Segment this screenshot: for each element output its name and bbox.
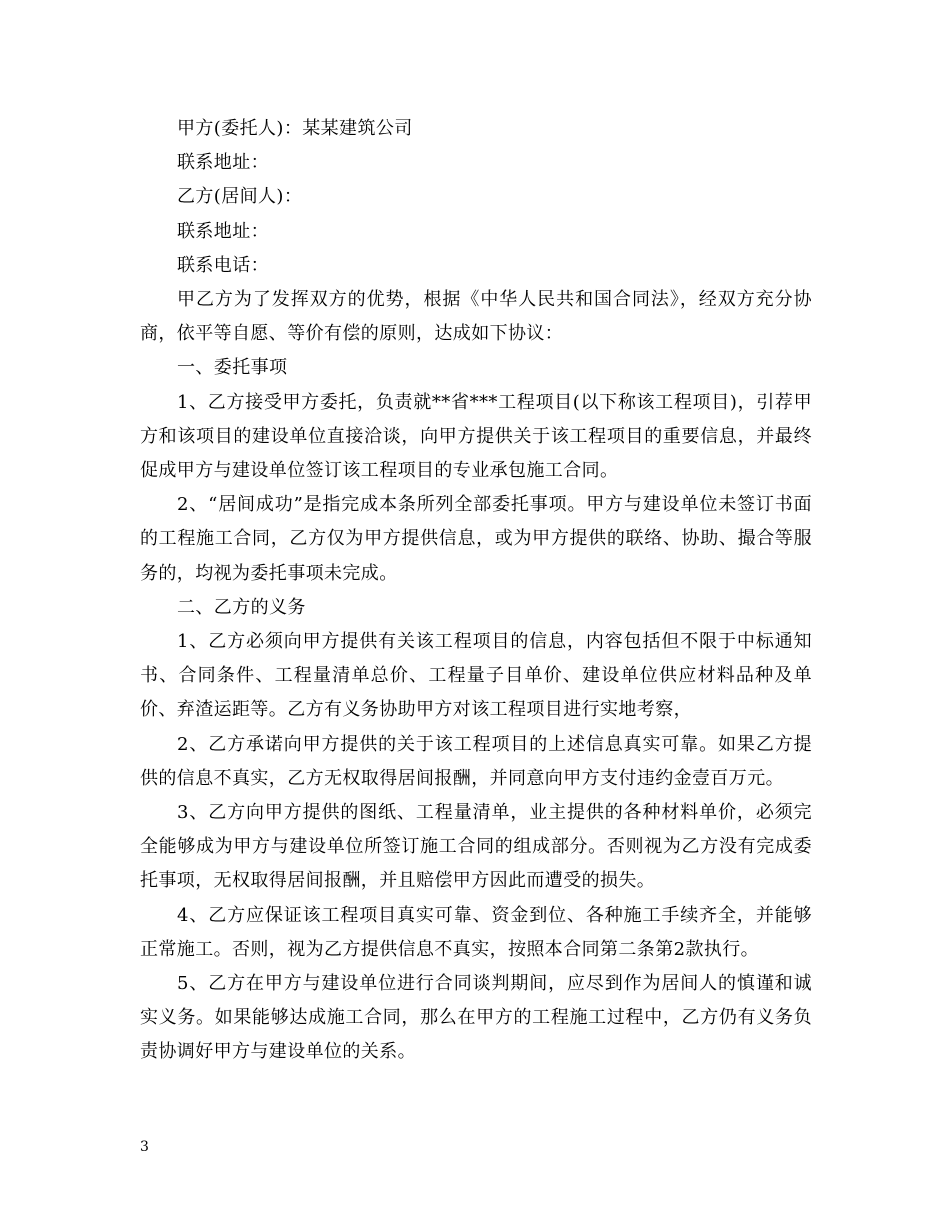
clause-2-5: 5、乙方在甲方与建设单位进行合同谈判期间，应尽到作为居间人的慎谨和诚实义务。如果能够达成施工合同，那么在甲方的工程施工过程中，乙方仍有义务负责协调好甲方与建设单位的关系。 (140, 973, 812, 1063)
party-b-line: 乙方(居间人)： (177, 186, 303, 208)
clause-2-4: 4、乙方应保证该工程项目真实可靠、资金到位、各种施工手续齐全，并能够正常施工。否则，视为乙方提供信息不真实，按照本合同第二条第2款执行。 (140, 904, 812, 960)
clause-1-2: 2、“居间成功”是指完成本条所列全部委托事项。甲方与建设单位未签订书面的工程施工合同，乙方仅为甲方提供信息，或为甲方提供的联络、协助、撮合等服务的，均视为委托事项未完成。 (140, 494, 812, 584)
clause-2-2: 2、乙方承诺向甲方提供的关于该工程项目的上述信息真实可靠。如果乙方提供的信息不真实，乙方无权取得居间报酬，并同意向甲方支付违约金壹百万元。 (140, 733, 812, 789)
preamble-paragraph: 甲乙方为了发挥双方的优势，根据《中华人民共和国合同法》，经双方充分协商，依平等自愿、等价有偿的原则，达成如下协议： (140, 289, 812, 345)
page-number: 3 (140, 1139, 149, 1155)
contract-body (140, 112, 812, 1070)
party-b-address-line: 联系地址： (177, 220, 269, 242)
party-a-address-line: 联系地址： (177, 152, 269, 174)
section-heading-party-b-obligations: 二、乙方的义务 (177, 596, 306, 618)
party-a-line: 甲方(委托人)：某某建筑公司 (177, 118, 413, 139)
clause-2-3: 3、乙方向甲方提供的图纸、工程量清单，业主提供的各种材料单价，必须完全能够成为甲方与建设单位所签订施工合同的组成部分。否则视为乙方没有完成委托事项，无权取得居间报酬，并且赔偿甲方因此而遭受的损失。 (140, 802, 812, 892)
party-b-phone-line: 联系电话： (177, 254, 269, 276)
clause-2-1: 1、乙方必须向甲方提供有关该工程项目的信息，内容包括但不限于中标通知书、合同条件、工程量清单总价、工程量子目单价、建设单位供应材料品种及单价、弃渣运距等。乙方有义务协助甲方对该工程项目进行实地考察， (140, 631, 812, 721)
clause-1-1: 1、乙方接受甲方委托，负责就**省***工程项目(以下称该工程项目)，引荐甲方和该项目的建设单位直接洽谈，向甲方提供关于该工程项目的重要信息，并最终促成甲方与建设单位签订该工程项目的专业承包施工合同。 (140, 391, 812, 482)
section-heading-entrusted-matters: 一、委托事项 (177, 357, 288, 379)
